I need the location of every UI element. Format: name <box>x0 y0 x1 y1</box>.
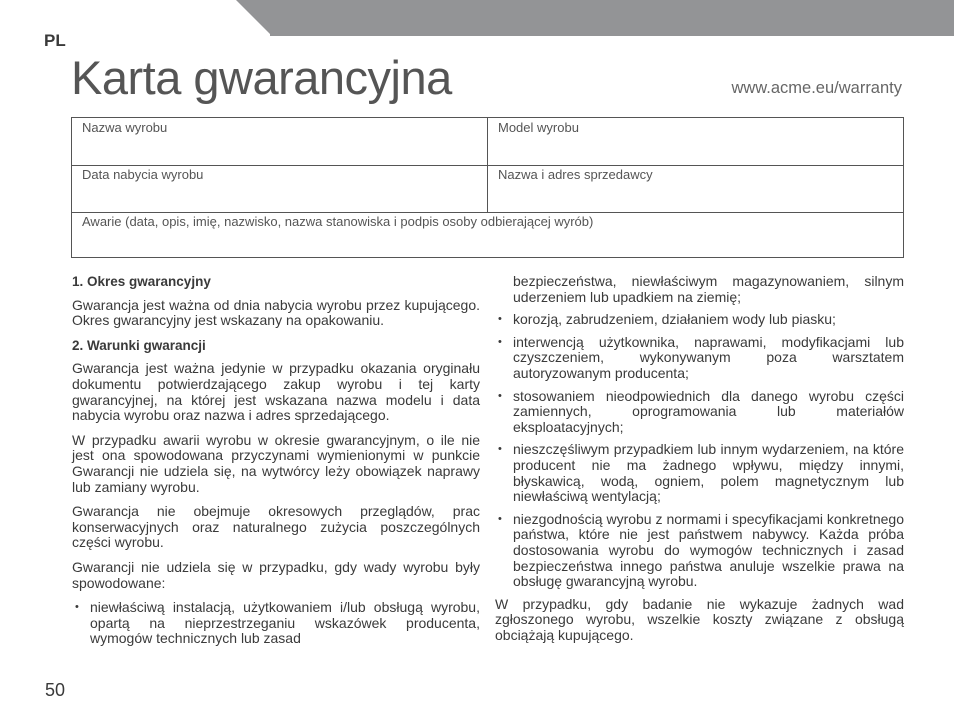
form-row-purchase <box>72 165 903 213</box>
section-heading-warranty-period: 1. Okres gwarancyjny <box>72 274 211 289</box>
paragraph-closing: W przypadku, gdy badanie nie wykazuje żadnych wad zgłoszonego wyrobu, wszelkie koszty związane z obsługą obciążają kupującego. <box>495 595 904 643</box>
paragraph-conditions-4: Gwarancji nie udziela się w przypadku, gdy wady wyrobu były spowodowane: <box>72 558 480 591</box>
exclusions-list-part1 <box>72 600 480 647</box>
list-item: • stosowaniem nieodpowiednich dla danego wyrobu części zamiennych, oprogramowania lub materiałów eksploatacyjnych; <box>495 389 904 436</box>
form-row-failures <box>72 212 903 257</box>
failures-label: Awarie (data, opis, imię, nazwisko, nazwa stanowiska i podpis osoby odbierającej wyrób) <box>82 214 594 229</box>
list-item-continuation: bezpieczeństwa, niewłaściwym magazynowaniem, silnym uderzeniem lub upadkiem na ziemię; <box>513 273 904 305</box>
failures-field[interactable] <box>72 212 903 257</box>
purchase-date-label: Data nabycia wyrobu <box>82 167 204 182</box>
seller-field[interactable] <box>488 165 903 212</box>
paragraph-conditions-3: Gwarancja nie obejmuje okresowych przeglądów, prac konserwacyjnych oraz naturalnego zużycia poszczególnych części wyrobu. <box>72 503 480 551</box>
paragraph-conditions-2: W przypadku awarii wyrobu w okresie gwarancyjnym, o ile nie jest ona spowodowana przyczynami wymienionymi w punkcie Gwarancji nie udziela się, na wytwórcy leży obowiązek naprawy lub zamiany wyrobu. <box>72 431 480 495</box>
list-item: • nieszczęśliwym przypadkiem lub innym wydarzeniem, na które producent nie ma żadnego wpływu, między innymi, błyskawicą, wodą, ogniem, polem magnetycznym lub niewłaściwą wentylacją; <box>495 442 904 504</box>
list-item: • korozją, zabrudzeniem, działaniem wody lub piasku; <box>495 312 904 328</box>
left-column <box>72 274 480 654</box>
list-item: • niezgodnością wyrobu z normami i specyfikacjami konkretnego państwa, które nie jest państwem nabywcy. Każda próba dostosowania wyrobu do wymogów technicznych i zasad bezpieczeństwa innego państwa anuluje wszelkie prawa na obsługę gwarancyjną wyrobu. <box>495 512 904 590</box>
seller-label: Nazwa i adres sprzedawcy <box>498 167 653 182</box>
product-name-label: Nazwa wyrobu <box>82 120 168 135</box>
purchase-date-field[interactable] <box>72 165 488 212</box>
list-item: • niewłaściwą instalacją, użytkowaniem i/lub obsługą wyrobu, opartą na nieprzestrzeganiu wskazówek producenta, wymogów technicznych lub zasad <box>72 600 480 647</box>
header-band-slant <box>236 0 272 36</box>
form-row-product <box>72 118 903 166</box>
language-label: PL <box>44 31 66 50</box>
warranty-form-table <box>71 117 904 258</box>
paragraph-conditions-1: Gwarancja jest ważna jedynie w przypadku okazania oryginału dokumentu potwierdzającego zakup wyrobu i tej karty gwarancyjnej, na której jest wskazana nazwa modelu i data nabycia wyrobu oraz nazwa i adres sprzedającego. <box>72 360 480 424</box>
right-column <box>495 274 904 652</box>
product-model-field[interactable] <box>488 118 903 165</box>
page-number: 50 <box>45 680 66 700</box>
section-heading-warranty-conditions: 2. Warunki gwarancji <box>72 337 206 353</box>
paragraph-warranty-period: Gwarancja jest ważna od dnia nabycia wyrobu przez kupującego. Okres gwarancyjny jest wskazany na opakowaniu. <box>72 296 480 329</box>
page-title: Karta gwarancyjna <box>71 51 452 104</box>
header-band <box>270 0 954 36</box>
product-model-label: Model wyrobu <box>498 120 579 135</box>
product-name-field[interactable] <box>72 118 488 165</box>
exclusions-list-part2 <box>495 312 904 590</box>
list-item: • interwencją użytkownika, naprawami, modyfikacjami lub czyszczeniem, wykonywanym poza warsztatem autoryzowanym producenta; <box>495 335 904 382</box>
warranty-url[interactable]: www.acme.eu/warranty <box>731 79 902 97</box>
